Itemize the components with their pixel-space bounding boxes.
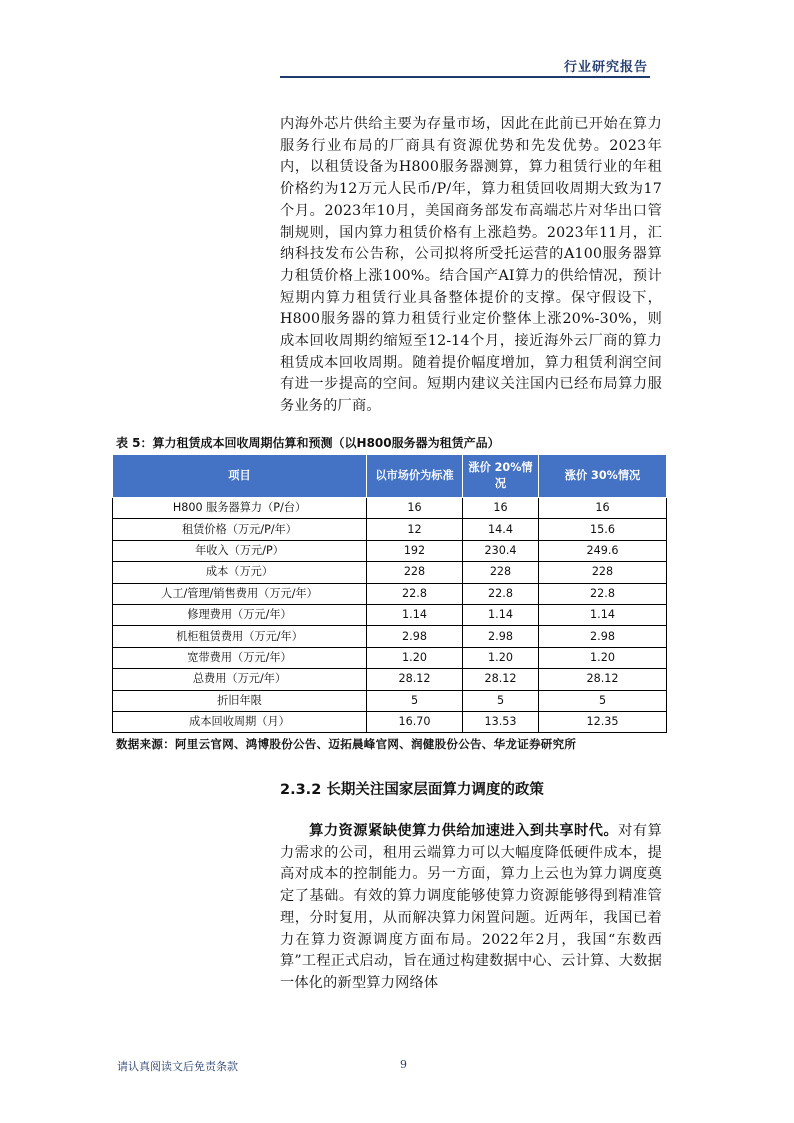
cell-30: 28.12 [539,669,667,690]
row-label: 年收入（万元/P） [113,540,367,561]
row-label: 机柜租赁费用（万元/年） [113,626,367,647]
cell-market: 1.14 [367,604,463,625]
table-row [113,647,667,668]
row-label: 宽带费用（万元/年） [113,647,367,668]
cell-30: 2.98 [539,626,667,647]
cell-20: 230.4 [463,540,539,561]
cell-market: 228 [367,562,463,583]
row-label: 成本回收周期（月） [113,711,367,732]
paragraph-body: 对有算力需求的公司，租用云端算力可以大幅度降低硬件成本，提高对成本的控制能力。另一方面，算力上云也为算力调度奠定了基础。有效的算力调度能够使算力资源能够得到精准管理，分时复用，从而解决算力闲置问题。近两年，我国已着力在算力资源调度方面布局。2022年2月，我国“东数西算”工程正式启动，旨在通过构建数据中心、云计算、大数据一体化的新型算力网络体 [280,823,662,991]
report-header-title: 行业研究报告 [563,60,648,75]
cell-market: 2.98 [367,626,463,647]
cell-30: 12.35 [539,711,667,732]
table-header-row [113,455,667,498]
cell-30: 1.20 [539,647,667,668]
table-row [113,519,667,540]
cell-20: 16 [463,498,539,519]
row-label: 总费用（万元/年） [113,669,367,690]
cell-30: 22.8 [539,583,667,604]
section-heading: 2.3.2 长期关注国家层面算力调度的政策 [280,782,544,798]
table-row [113,604,667,625]
row-label: 修理费用（万元/年） [113,604,367,625]
page-number: 9 [400,1058,407,1071]
cell-30: 228 [539,562,667,583]
paragraph-lead: 算力资源紧缺使算力供给加速进入到共享时代。 [308,823,619,839]
cell-20: 2.98 [463,626,539,647]
cell-30: 16 [539,498,667,519]
row-label: 折旧年限 [113,690,367,711]
table-title: 表 5：算力租赁成本回收周期估算和预测（以H800服务器为租赁产品） [116,436,500,450]
table-row [113,540,667,561]
table-row [113,669,667,690]
table-row [113,498,667,519]
cell-market: 16 [367,498,463,519]
header-increase-30: 涨价 30%情况 [539,455,667,498]
row-label: 人工/管理/销售费用（万元/年） [113,583,367,604]
header-market-price: 以市场价为标准 [367,455,463,498]
cell-20: 28.12 [463,669,539,690]
cell-market: 16.70 [367,711,463,732]
cell-market: 192 [367,540,463,561]
table-source: 数据来源：阿里云官网、鸿博股份公告、迈拓晨峰官网、润健股份公告、华龙证券研究所 [116,737,577,751]
header-increase-20: 涨价 20%情况 [463,455,539,498]
cell-market: 22.8 [367,583,463,604]
cell-20: 22.8 [463,583,539,604]
cell-30: 1.14 [539,604,667,625]
body-paragraph-1: 内海外芯片供给主要为存量市场，因此在此前已开始在算力服务行业布局的厂商具有资源优势和先发优势。2023年内，以租赁设备为H800服务器测算，算力租赁行业的年租价格约为12万元人民币/P/年，算力租赁回收周期大致为17个月。2023年10月，美国商务部发布高端芯片对华出口管制规则，国内算力租赁价格有上涨趋势。2023年11月，汇纳科技发布公告称，公司拟将所受托运营的A100服务器算力租赁价格上涨100%。结合国产AI算力的供给情况，预计短期内算力租赁行业具备整体提价的支撑。保守假设下，H800服务器的算力租赁行业定价整体上涨20%-30%，则成本回收周期约缩短至12-14个月，接近海外云厂商的算力租赁成本回收周期。随着提价幅度增加，算力租赁利润空间有进一步提高的空间。短期内建议关注国内已经布局算力服务业务的厂商。 [280,116,662,415]
table-row [113,626,667,647]
cell-market: 5 [367,690,463,711]
cell-30: 249.6 [539,540,667,561]
cell-20: 228 [463,562,539,583]
cell-20: 5 [463,690,539,711]
row-label: 成本（万元） [113,562,367,583]
footer-disclaimer: 请认真阅读文后免责条款 [117,1060,238,1073]
table-row [113,711,667,732]
cell-market: 28.12 [367,669,463,690]
row-label: 租赁价格（万元/P/年） [113,519,367,540]
cell-20: 14.4 [463,519,539,540]
cell-market: 12 [367,519,463,540]
rental-cost-table [112,454,667,733]
table-row [113,583,667,604]
cell-market: 1.20 [367,647,463,668]
cell-20: 1.20 [463,647,539,668]
row-label: H800 服务器算力（P/台） [113,498,367,519]
cell-20: 13.53 [463,711,539,732]
header-item: 项目 [113,455,367,498]
table-row [113,690,667,711]
cell-30: 15.6 [539,519,667,540]
cell-20: 1.14 [463,604,539,625]
body-paragraph-2 [280,821,662,995]
table-row [113,562,667,583]
cell-30: 5 [539,690,667,711]
header-divider [280,76,650,78]
